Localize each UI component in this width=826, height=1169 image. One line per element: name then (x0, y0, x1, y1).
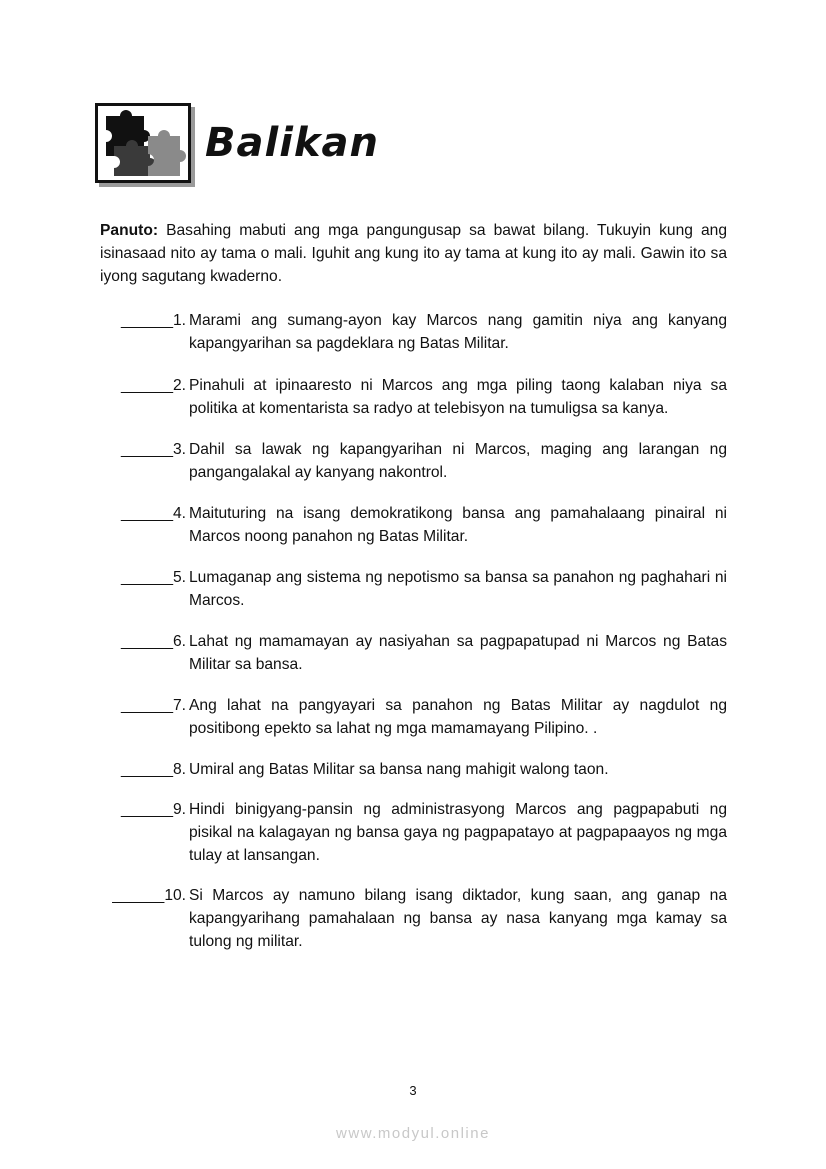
question-text: Pinahuli at ipinaaresto ni Marcos ang mga piling taong kalaban niya sa politika at komentarista sa radyo at telebisyon na tumuligsa sa kanya. (189, 377, 727, 417)
instructions-label: Panuto: (100, 222, 159, 239)
question-item (100, 694, 727, 740)
question-item (100, 374, 727, 420)
question-text: Maituturing na isang demokratikong bansa ang pamahalaang pinairal ni Marcos noong panahon ng Batas Militar. (189, 505, 727, 545)
answer-blank[interactable]: ______3. (120, 441, 186, 458)
answer-blank[interactable]: ______4. (120, 505, 186, 522)
question-item (100, 758, 727, 781)
question-text: Hindi binigyang-pansin ng administrasyong Marcos ang pagpapabuti ng pisikal na kalagayan ng bansa gaya ng pagpapatayo at pagpapaayos ng mga tulay at lansangan. (189, 801, 727, 864)
watermark: www.modyul.online (336, 1125, 490, 1142)
question-item (100, 798, 727, 867)
question-text: Dahil sa lawak ng kapangyarihan ni Marcos, maging ang larangan ng pangangalakal ay kanyang nakontrol. (189, 441, 727, 481)
instructions-text: Basahing mabuti ang mga pangungusap sa bawat bilang. Tukuyin kung ang isinasaad nito ay tama o mali. Iguhit ang kung ito ay tama at kung ito ay mali. Gawin ito sa iyong sagutang kwaderno. (100, 222, 727, 285)
question-text: Ang lahat na pangyayari sa panahon ng Batas Militar ay nagdulot ng positibong epekto sa lahat ng mga mamamayang Pilipino. . (189, 697, 727, 737)
page-number: 3 (409, 1083, 417, 1098)
answer-blank[interactable]: ______7. (120, 697, 186, 714)
question-text: Lumaganap ang sistema ng nepotismo sa bansa sa panahon ng paghahari ni Marcos. (189, 569, 727, 609)
answer-blank[interactable]: ______9. (120, 801, 186, 818)
answer-blank[interactable]: ______1. (120, 312, 186, 329)
question-list (100, 309, 727, 953)
answer-blank[interactable]: ______8. (120, 761, 186, 778)
puzzle-pieces-icon (95, 103, 191, 183)
answer-blank[interactable]: ______10. (112, 887, 186, 904)
question-text: Lahat ng mamamayan ay nasiyahan sa pagpapatupad ni Marcos ng Batas Militar sa bansa. (189, 633, 727, 673)
answer-blank[interactable]: ______6. (120, 633, 186, 650)
answer-blank[interactable]: ______2. (120, 377, 186, 394)
answer-blank[interactable]: ______5. (120, 569, 186, 586)
question-item (100, 502, 727, 548)
section-header (95, 103, 379, 183)
question-item (100, 438, 727, 484)
question-text: Umiral ang Batas Militar sa bansa nang mahigit walong taon. (189, 761, 609, 778)
question-text: Si Marcos ay namuno bilang isang diktador, kung saan, ang ganap na kapangyarihang pamahalaan ng bansa ay nasa kanyang mga kamay sa tulong ng militar. (189, 887, 727, 950)
question-item (100, 566, 727, 612)
section-title: Balikan (205, 120, 379, 166)
instructions (100, 219, 727, 288)
question-item (100, 309, 727, 355)
question-text: Marami ang sumang-ayon kay Marcos nang gamitin niya ang kanyang kapangyarihan sa pagdeklara ng Batas Militar. (189, 312, 727, 352)
question-item (100, 884, 727, 953)
question-item (100, 630, 727, 676)
